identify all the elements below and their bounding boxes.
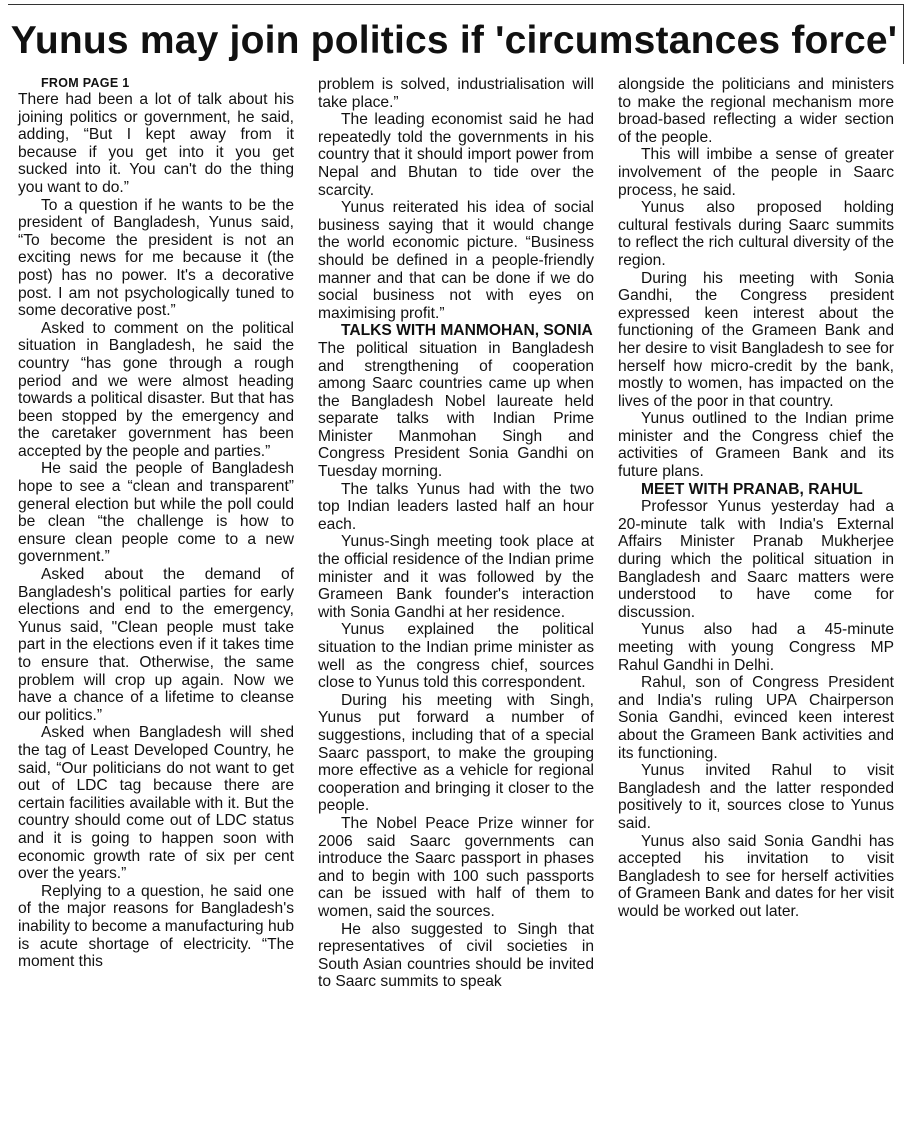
paragraph: Yunus also proposed holding cultural festivals during Saarc summits to reflect the rich cultural diversity of the region. — [618, 199, 894, 269]
paragraph: There had been a lot of talk about his joining politics or government, he said, adding, “But I kept away from it because if you get into it you get sucked into it. You can't do the thing you want to do.” — [18, 91, 294, 196]
paragraph: Yunus reiterated his idea of social business saying that it would change the world economic picture. “Business should be defined in a people-friendly manner and that can be done if we do social business not with eyes on maximising profit.” — [318, 199, 594, 322]
paragraph: Asked to comment on the political situation in Bangladesh, he said the country “has gone through a rough period and we were almost heading towards a political disaster. But that has been stopped by the emergency and the caretaker government has been accepted by the people and parties.” — [18, 319, 294, 460]
paragraph: Yunus outlined to the Indian prime minister and the Congress chief the activities of Grameen Bank and its future plans. — [618, 410, 894, 481]
article-body — [18, 76, 894, 1128]
paragraph: The leading economist said he had repeatedly told the governments in his country that it should import power from Nepal and Bhutan to tide over the scarcity. — [318, 111, 594, 199]
paragraph: Yunus also said Sonia Gandhi has accepted his invitation to visit Bangladesh to see for herself activities of Grameen Bank and dates for her visit would be worked out later. — [618, 832, 894, 920]
paragraph: The talks Yunus had with the two top Indian leaders lasted half an hour each. — [318, 480, 594, 533]
paragraph: He said the people of Bangladesh hope to see a “clean and transparent” general election but while the poll could be clean “the challenge is how to ensure clean people come to a new government.” — [18, 460, 294, 566]
paragraph: Rahul, son of Congress President and India's ruling UPA Chairperson Sonia Gandhi, evinced keen interest about the Grameen Bank activities and its functioning. — [618, 674, 894, 762]
headline: Yunus may join politics if 'circumstances force' — [10, 19, 898, 62]
right-rule — [903, 4, 904, 64]
paragraph: Yunus invited Rahul to visit Bangladesh and the latter responded positively to it, sources close to Yunus said. — [618, 762, 894, 832]
paragraph: Replying to a question, he said one of the major reasons for Bangladesh's inability to become a manufacturing hub is acute shortage of electricity. “The moment this — [18, 882, 294, 971]
subheading: MEET WITH PRANAB, RAHUL — [641, 480, 863, 498]
column-1 — [18, 76, 294, 1128]
paragraph: problem is solved, industrialisation will take place.” — [318, 76, 594, 111]
paragraph: During his meeting with Sonia Gandhi, the Congress president expressed keen interest about the functioning of the Grameen Bank and her desire to visit Bangladesh to see for herself how micro-credit by the bank, mostly to women, has impacted on the lives of the poor in that country. — [618, 269, 894, 410]
paragraph: During his meeting with Singh, Yunus put forward a number of suggestions, including that of a special Saarc passport, to make the grouping more effective as a vehicle for regional cooperation and bringing it closer to the people. — [318, 691, 594, 815]
paragraph: The political situation in Bangladesh and strengthening of cooperation among Saarc countries came up when the Bangladesh Nobel laureate held separate talks with Indian Prime Minister Manmohan Singh and Congress President Sonia Gandhi on Tuesday morning. — [318, 339, 594, 481]
paragraph: Yunus also had a 45-minute meeting with young Congress MP Rahul Gandhi in Delhi. — [618, 621, 894, 674]
paragraph: He also suggested to Singh that representatives of civil societies in South Asian countries should be invited to Saarc summits to speak — [318, 920, 594, 991]
top-rule — [8, 4, 904, 5]
paragraph: Asked when Bangladesh will shed the tag of Least Developed Country, he said, “Our politicians do not want to get out of LDC tag because there are certain facilities available with it. But the country should come out of LDC status and it is going to happen soon with economic growth rate of six per cent over the years.” — [18, 724, 294, 883]
paragraph: This will imbibe a sense of greater involvement of the people in Saarc process, he said. — [618, 146, 894, 199]
paragraph: Professor Yunus yesterday had a 20-minute talk with India's External Affairs Minister Pranab Mukherjee during which the political situation in Bangladesh and Saarc matters were understood to have come for discussion. — [618, 498, 894, 621]
subheading: TALKS WITH MANMOHAN, SONIA — [341, 322, 593, 340]
paragraph: Yunus-Singh meeting took place at the official residence of the Indian prime minister and it was followed by the Grameen Bank founder's interaction with Sonia Gandhi at her residence. — [318, 533, 594, 621]
column-3 — [618, 76, 894, 1128]
paragraph: To a question if he wants to be the president of Bangladesh, Yunus said, “To become the president is not an exciting news for me because it (the post) has no power. It's a decorative post. I am not psychologically tuned to some decorative post.” — [18, 196, 294, 320]
paragraph: Asked about the demand of Bangladesh's political parties for early elections and end to the emergency, Yunus said, "Clean people must take part in the elections even if it takes time to ensure that. Otherwise, the same problem will crop up again. Now we have a chance of a lifetime to cleanse our politics.” — [18, 566, 294, 724]
kicker: FROM PAGE 1 — [41, 76, 130, 90]
paragraph: The Nobel Peace Prize winner for 2006 said Saarc governments can introduce the Saarc passport in phases and to begin with 100 such passports can be issued with half of them to women, said the sources. — [318, 814, 594, 920]
paragraph: alongside the politicians and ministers to make the regional mechanism more broad-based reflecting a wider section of the people. — [618, 76, 894, 146]
paragraph: Yunus explained the political situation to the Indian prime minister as well as the congress chief, sources close to Yunus told this correspondent. — [318, 621, 594, 692]
column-2 — [318, 76, 594, 1128]
